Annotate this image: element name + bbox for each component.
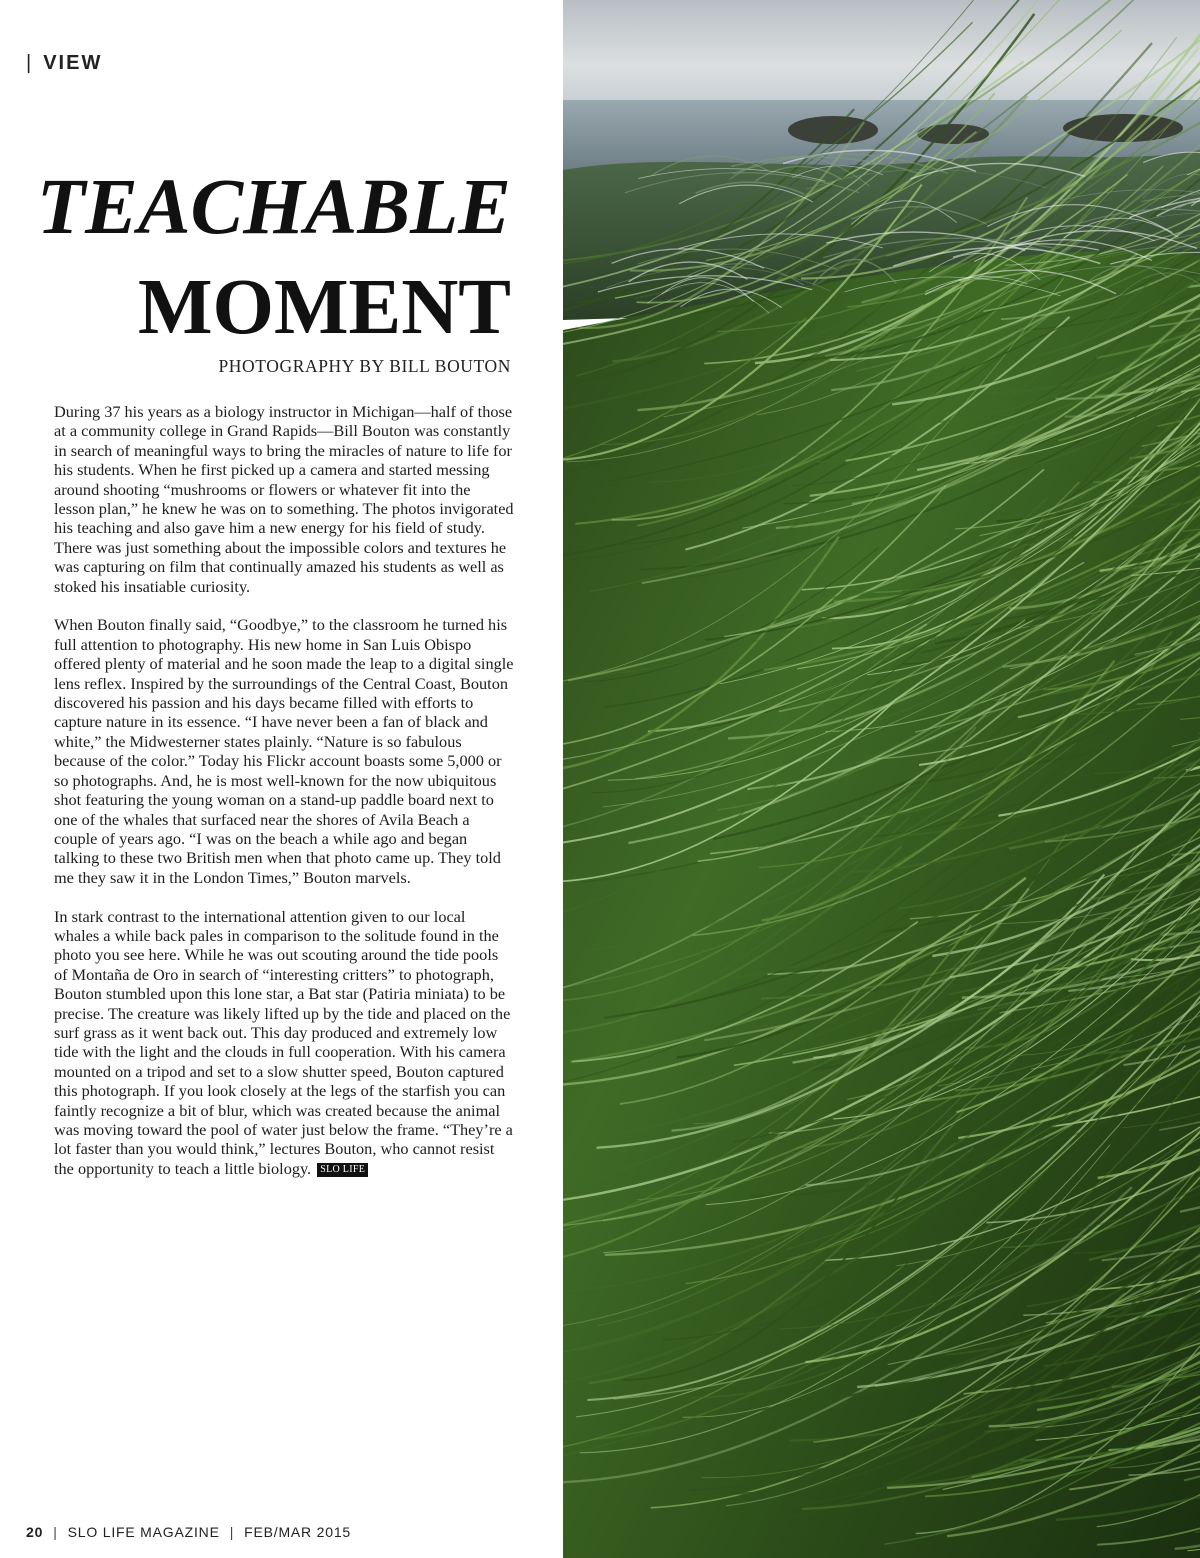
- paragraph-2: When Bouton finally said, “Goodbye,” to the classroom he turned his full attention to photography. His new home in San Luis Obispo offered plenty of material and he soon made the leap to a digital single lens reflex. Inspired by the surroundings of the Central Coast, Bouton discovered his passion and his days became filled with efforts to capture nature in its essence. “I have never been a fan of black and white,” the Midwesterner states plainly. “Nature is so fabulous because of the color.” Today his Flickr account boasts some 5,000 or so photographs. And, he is most well-known for the now ubiquitous shot featuring the young woman on a stand-up paddle board next to one of the whales that surfaced near the shores of Avila Beach a couple of years ago. “I was on the beach a while ago and began talking to these two British men when that photo came up. They told me they saw it in the London Times,” Bouton marvels.: [54, 615, 514, 887]
- section-divider: |: [26, 52, 34, 74]
- article-body: [54, 402, 514, 1198]
- page-footer: [26, 1524, 351, 1540]
- footer-separator: |: [229, 1524, 235, 1540]
- footer-separator: |: [53, 1524, 58, 1540]
- photo-image: [563, 0, 1200, 1558]
- magazine-name: SLO LIFE MAGAZINE: [67, 1524, 220, 1540]
- photo-credit-byline: PHOTOGRAPHY BY BILL BOUTON: [218, 356, 511, 376]
- section-name: VIEW: [43, 52, 103, 74]
- paragraph-3: [54, 907, 514, 1179]
- issue-date: FEB/MAR 2015: [244, 1524, 352, 1540]
- paragraph-3-text: In stark contrast to the international attention given to our local whales a while back pales in comparison to the solitude found in the photo you see here. While he was out scouting around the tide pools of Montaña de Oro in search of “interesting critters” to photograph, Bouton stumbled upon this lone star, a Bat star (Patiria miniata) to be precise. The creature was likely lifted up by the tide and placed on the surf grass as it went back out. This day produced and extremely low tide with the light and the clouds in full cooperation. With his camera mounted on a tripod and set to a slow shutter speed, Bouton captured this photograph. If you look closely at the legs of the starfish you can faintly recognize a bit of blur, which was created because the animal was moving toward the pool of water just below the frame. “They’re a lot faster than you would think,” lectures Bouton, who cannot resist the opportunity to teach a little biology.: [54, 906, 513, 1178]
- paragraph-1: During 37 his years as a biology instructor in Michigan—half of those at a community college in Grand Rapids—Bill Bouton was constantly in search of meaningful ways to bring the miracles of nature to life for his students. When he first picked up a camera and started messing around shooting “mushrooms or flowers or whatever fit into the lesson plan,” he knew he was on to something. The photos invigorated his teaching and also gave him a new energy for his field of study. There was just something about the impossible colors and textures he was capturing on film that continually amazed his students as well as stoked his insatiable curiosity.: [54, 402, 514, 596]
- article-title: [36, 164, 511, 351]
- end-mark-logo: SLO LIFE: [317, 1163, 368, 1177]
- title-line-2: MOMENT: [137, 264, 511, 351]
- surf-grass-photo: [563, 0, 1200, 1558]
- section-label: [26, 52, 102, 75]
- page-number: 20: [26, 1524, 44, 1540]
- title-line-1: TEACHABLE: [36, 164, 511, 251]
- article-column: [0, 0, 563, 1558]
